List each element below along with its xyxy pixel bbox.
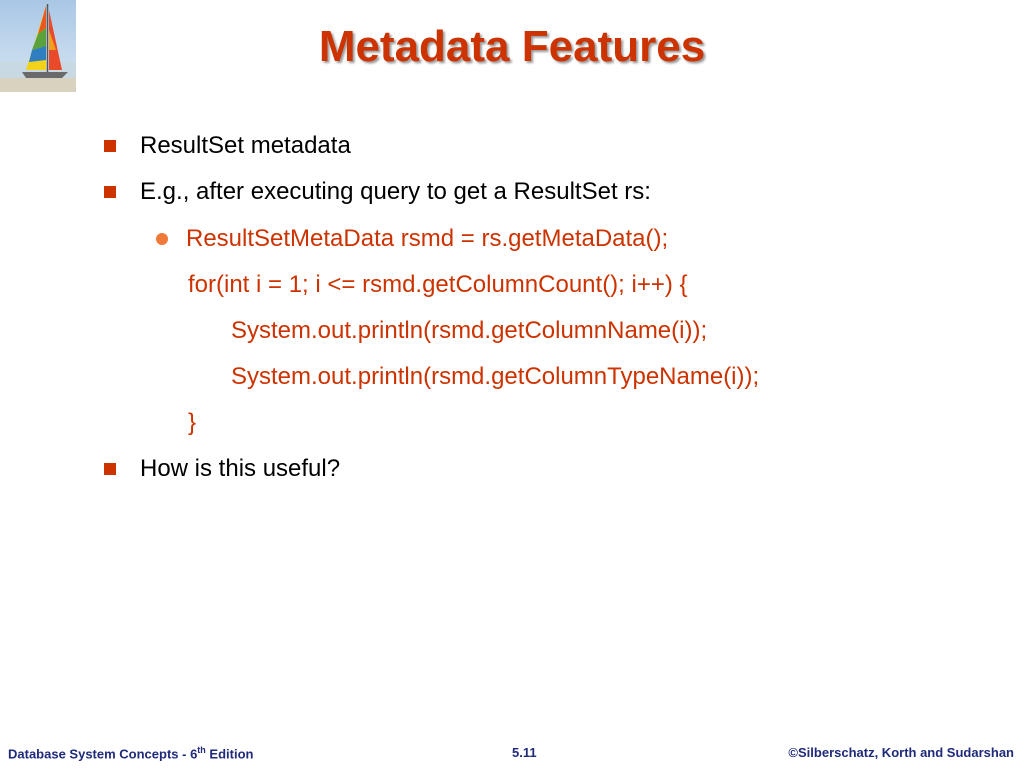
square-bullet-icon (104, 463, 116, 475)
footer-book-title: Database System Concepts - 6th Edition (8, 745, 254, 762)
sub-bullet-item (156, 225, 668, 253)
square-bullet-icon (104, 186, 116, 198)
code-line: System.out.println(rsmd.getColumnName(i)); (231, 317, 708, 344)
footer-page-number: 5.11 (512, 745, 537, 760)
code-line: for(int i = 1; i <= rsmd.getColumnCount(); i++) { (188, 271, 688, 298)
code-line: System.out.println(rsmd.getColumnTypeName(i)); (231, 363, 760, 390)
bullet-text: ResultSet metadata (140, 132, 351, 159)
sub-bullet-text: ResultSetMetaData rsmd = rs.getMetaData(); (186, 225, 669, 252)
square-bullet-icon (104, 140, 116, 152)
bullet-item (104, 455, 340, 483)
bullet-item (104, 178, 651, 206)
bullet-text: E.g., after executing query to get a ResultSet rs: (140, 178, 651, 205)
code-line: } (188, 409, 197, 436)
footer-copyright: ©Silberschatz, Korth and Sudarshan (788, 745, 1014, 760)
slide-title: Metadata Features (318, 22, 706, 71)
round-bullet-icon (156, 233, 168, 245)
bullet-text: How is this useful? (140, 455, 341, 482)
bullet-item (104, 132, 351, 160)
